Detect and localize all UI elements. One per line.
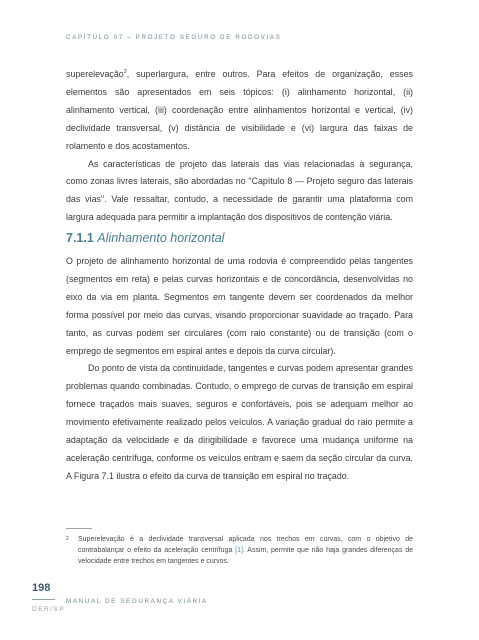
page-number-divider [32,599,55,600]
section-body [66,253,413,486]
intro-p1-rest: , superlargura, entre outros. Para efeitos de organização, esses elementos são apresentados em seis tópicos: (i) alinhamento horizontal, (ii) alinhamento vertical, (iii) coordenação entre alinhamentos horizontal e vertical, (iv) declividade transversal, (v) distância de visibilidade e (vi) largura das faixas de rolamento e dos acostamentos. [66,69,413,151]
intro-p1-start: superelevação [66,69,124,79]
manual-title: MANUAL DE SEGURANÇA VIÁRIA [66,598,208,605]
intro-paragraph-1 [66,66,413,156]
organization-label: DER/SP [32,606,66,613]
intro-paragraph-2: As características de projeto das laterais das vias relacionadas à segurança, como zonas livres laterais, são abordadas no "Capítulo 8 — Projeto seguro das laterais das vias". Vale ressaltar, contudo, a necessidade de garantir uma plataforma com largura adequada para permitir a implantação dos dispositivos de contenção viária. [66,158,413,223]
footnote-divider [66,528,92,529]
page-number: 198 [32,582,51,594]
intro-text [66,66,413,227]
footnote-text-end: . Assim, permite que não haja grandes diferenças de velocidade entre trechos em tangentes e curvos. [78,547,414,565]
footnote-text [78,534,413,567]
section-paragraph-2: Do ponto de vista da continuidade, tangentes e curvas podem apresentar grandes problemas quando combinadas. Contudo, o emprego de curvas de transição em espiral fornece traçados mais suaves, seguros e confortáveis, pois se adequam melhor ao movimento efetivamente realizado pelos veículos. A variação gradual do raio permite a adaptação da velocidade e da dirigibilidade e favorece uma mudança uniforme na aceleração centrífuga, conforme os veículos entram e saem da seção circular da curva. A Figura 7.1 ilustra o efeito da curva de transição em espiral no traçado. [66,363,413,481]
running-header: CAPÍTULO 07 – PROJETO SEGURO DE RODOVIAS [66,34,282,41]
section-title: Alinhamento horizontal [97,231,225,245]
section-number: 7.1.1 [66,231,94,245]
section-heading [66,231,224,245]
footnote-text-start: Superelevação é a declividade transversal aplicada nos trechos em curvas, com o objetivo de contrabalançar o efeito da aceleração centrífuga [78,536,413,554]
footnote-reference-mark[interactable]: 2 [123,69,127,76]
footnote-mark: 2 [66,536,69,542]
citation-link[interactable]: [1] [235,547,243,554]
section-paragraph-1: O projeto de alinhamento horizontal de uma rodovia é compreendido pelas tangentes (segmentos em reta) e pelas curvas horizontais e de concordância, desenvolvidas no eixo da via em planta. Segmentos em tangente devem ser coordenados da melhor forma possível por meio das curvas, visando proporcionar suavidade ao traçado. Para tanto, as curvas podem ser circulares (com raio constante) ou de transição (com o emprego de segmentos em espiral antes e depois da curva circular). [66,256,413,356]
footnote [66,534,413,567]
